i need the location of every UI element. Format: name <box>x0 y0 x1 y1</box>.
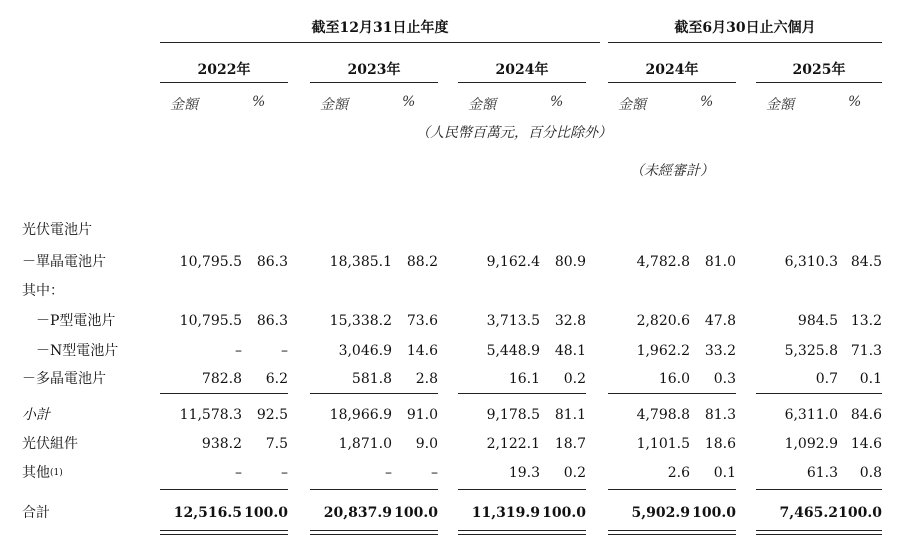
pct-cell: 100.0 <box>692 505 736 521</box>
amount-header: 金額 <box>170 97 198 113</box>
amount-cell: 18,966.9 <box>329 407 392 423</box>
pct-header: % <box>700 94 714 110</box>
amount-cell: 61.3 <box>806 465 838 481</box>
pct-cell: 6.2 <box>265 371 288 387</box>
pct-cell: 2.8 <box>415 371 438 387</box>
pct-cell: 0.1 <box>713 465 736 481</box>
group-header-fiscal-year: 截至12月31日止年度 <box>311 20 449 36</box>
year-rule <box>160 82 288 83</box>
amount-cell: 18,385.1 <box>329 254 392 270</box>
pct-cell: 7.5 <box>265 436 288 452</box>
pct-cell: 33.2 <box>704 343 736 359</box>
pct-cell: 18.7 <box>554 436 586 452</box>
unaudited-note: （未經審計） <box>630 163 714 179</box>
table-row <box>0 404 900 426</box>
total-rule <box>310 489 438 490</box>
amount-cell: 1,101.5 <box>636 436 690 452</box>
footnote-marker: (1) <box>50 468 63 478</box>
double-rule <box>160 530 288 531</box>
double-rule <box>608 530 736 531</box>
double-rule <box>608 534 736 535</box>
amount-cell: 2.6 <box>667 465 690 481</box>
pct-cell: 0.3 <box>713 371 736 387</box>
amount-cell: 1,962.2 <box>636 343 690 359</box>
amount-cell: 3,046.9 <box>338 343 392 359</box>
table-row <box>0 433 900 455</box>
amount-cell: 12,516.5 <box>173 505 242 521</box>
row-label: 小計 <box>22 407 50 423</box>
group-header-six-months: 截至6月30日止六個月 <box>674 20 816 36</box>
row-label: 光伏電池片 <box>22 222 92 238</box>
row-label: －多晶電池片 <box>22 371 106 387</box>
total-rule <box>608 489 736 490</box>
pct-cell: 84.5 <box>850 254 882 270</box>
subtotal-rule <box>458 393 586 394</box>
pct-cell: 9.0 <box>415 436 438 452</box>
year-rule <box>458 82 586 83</box>
pct-cell: – <box>431 465 438 481</box>
double-rule <box>756 534 882 535</box>
pct-cell: 0.2 <box>563 465 586 481</box>
amount-cell: 15,338.2 <box>329 313 392 329</box>
pct-cell: 84.6 <box>850 407 882 423</box>
amount-cell: 1,871.0 <box>338 436 392 452</box>
pct-header: % <box>848 94 862 110</box>
row-label: 光伏組件 <box>22 436 78 452</box>
double-rule <box>310 530 438 531</box>
amount-cell: 19.3 <box>508 465 540 481</box>
amount-cell: 9,178.5 <box>486 407 540 423</box>
amount-cell: 11,319.9 <box>471 505 540 521</box>
pct-cell: – <box>281 343 288 359</box>
row-label <box>22 462 63 484</box>
amount-cell: 7,465.2 <box>779 505 838 521</box>
pct-cell: 71.3 <box>850 343 882 359</box>
amount-cell: 16.1 <box>508 371 540 387</box>
amount-cell: 782.8 <box>201 371 242 387</box>
amount-cell: 9,162.4 <box>486 254 540 270</box>
pct-cell: 73.6 <box>406 313 438 329</box>
row-label-text: 其他 <box>22 465 50 481</box>
table-row <box>0 368 900 390</box>
pct-cell: 100.0 <box>838 505 882 521</box>
amount-cell: 5,448.9 <box>486 343 540 359</box>
amount-cell: 10,795.5 <box>179 254 242 270</box>
double-rule <box>756 530 882 531</box>
table-row <box>0 251 900 273</box>
pct-header: % <box>402 94 416 110</box>
row-label: 其中： <box>22 283 64 299</box>
amount-cell: 581.8 <box>351 371 392 387</box>
pct-cell: 14.6 <box>850 436 882 452</box>
year-rule <box>756 82 882 83</box>
pct-cell: 100.0 <box>542 505 586 521</box>
amount-cell: 2,820.6 <box>636 313 690 329</box>
pct-cell: 81.3 <box>704 407 736 423</box>
total-rule <box>756 489 882 490</box>
amount-cell: 5,902.9 <box>631 505 690 521</box>
pct-cell: – <box>281 465 288 481</box>
pct-header: % <box>252 94 266 110</box>
amount-cell: – <box>235 343 242 359</box>
amount-header: 金額 <box>618 97 646 113</box>
pct-cell: 80.9 <box>554 254 586 270</box>
subtotal-rule <box>160 393 288 394</box>
pct-cell: 0.2 <box>563 371 586 387</box>
pct-cell: 32.8 <box>554 313 586 329</box>
amount-cell: 1,092.9 <box>784 436 838 452</box>
table-row <box>0 280 900 302</box>
row-label: 合計 <box>22 505 50 521</box>
amount-header: 金額 <box>468 97 496 113</box>
pct-cell: 92.5 <box>256 407 288 423</box>
pct-cell: 88.2 <box>406 254 438 270</box>
pct-cell: 47.8 <box>704 313 736 329</box>
double-rule <box>458 534 586 535</box>
amount-cell: 2,122.1 <box>486 436 540 452</box>
year-header: 2024年 <box>495 62 549 78</box>
pct-header: % <box>550 94 564 110</box>
table-row <box>0 219 900 241</box>
group-rule-six-months <box>608 42 882 43</box>
pct-cell: 14.6 <box>406 343 438 359</box>
unit-note: （人民幣百萬元，百分比除外） <box>416 125 612 141</box>
pct-cell: 0.1 <box>859 371 882 387</box>
amount-cell: – <box>385 465 392 481</box>
amount-cell: 4,782.8 <box>636 254 690 270</box>
pct-cell: 100.0 <box>244 505 288 521</box>
double-rule <box>458 530 586 531</box>
amount-cell: 0.7 <box>815 371 838 387</box>
amount-cell: 6,310.3 <box>784 254 838 270</box>
pct-cell: 100.0 <box>394 505 438 521</box>
row-label: －N型電池片 <box>36 343 119 359</box>
amount-cell: 938.2 <box>201 436 242 452</box>
amount-cell: 5,325.8 <box>784 343 838 359</box>
subtotal-rule <box>608 393 736 394</box>
row-label: －P型電池片 <box>36 313 116 329</box>
pct-cell: 86.3 <box>256 313 288 329</box>
pct-cell: 13.2 <box>850 313 882 329</box>
pct-cell: 48.1 <box>554 343 586 359</box>
year-header: 2023年 <box>347 62 401 78</box>
pct-cell: 91.0 <box>406 407 438 423</box>
pct-cell: 0.8 <box>859 465 882 481</box>
amount-header: 金額 <box>766 97 794 113</box>
total-rule <box>458 489 586 490</box>
table-row <box>0 310 900 332</box>
year-rule <box>310 82 438 83</box>
table-row <box>0 462 900 484</box>
pct-cell: 86.3 <box>256 254 288 270</box>
pct-cell: 81.0 <box>704 254 736 270</box>
total-rule <box>160 489 288 490</box>
subtotal-rule <box>756 393 882 394</box>
double-rule <box>160 534 288 535</box>
row-label: －單晶電池片 <box>22 254 106 270</box>
amount-cell: 16.0 <box>658 371 690 387</box>
year-header: 2022年 <box>197 62 251 78</box>
year-header: 2025年 <box>792 62 846 78</box>
group-rule-fiscal-year <box>160 42 600 43</box>
amount-cell: 6,311.0 <box>784 407 838 423</box>
amount-cell: 20,837.9 <box>323 505 392 521</box>
table-row <box>0 340 900 362</box>
amount-cell: 10,795.5 <box>179 313 242 329</box>
amount-cell: 11,578.3 <box>179 407 242 423</box>
amount-cell: 984.5 <box>797 313 838 329</box>
pct-cell: 81.1 <box>554 407 586 423</box>
year-rule <box>608 82 736 83</box>
table-row <box>0 502 900 524</box>
amount-cell: 4,798.8 <box>636 407 690 423</box>
double-rule <box>310 534 438 535</box>
pct-cell: 18.6 <box>704 436 736 452</box>
amount-cell: 3,713.5 <box>486 313 540 329</box>
subtotal-rule <box>310 393 438 394</box>
amount-header: 金額 <box>320 97 348 113</box>
amount-cell: – <box>235 465 242 481</box>
year-header: 2024年 <box>645 62 699 78</box>
